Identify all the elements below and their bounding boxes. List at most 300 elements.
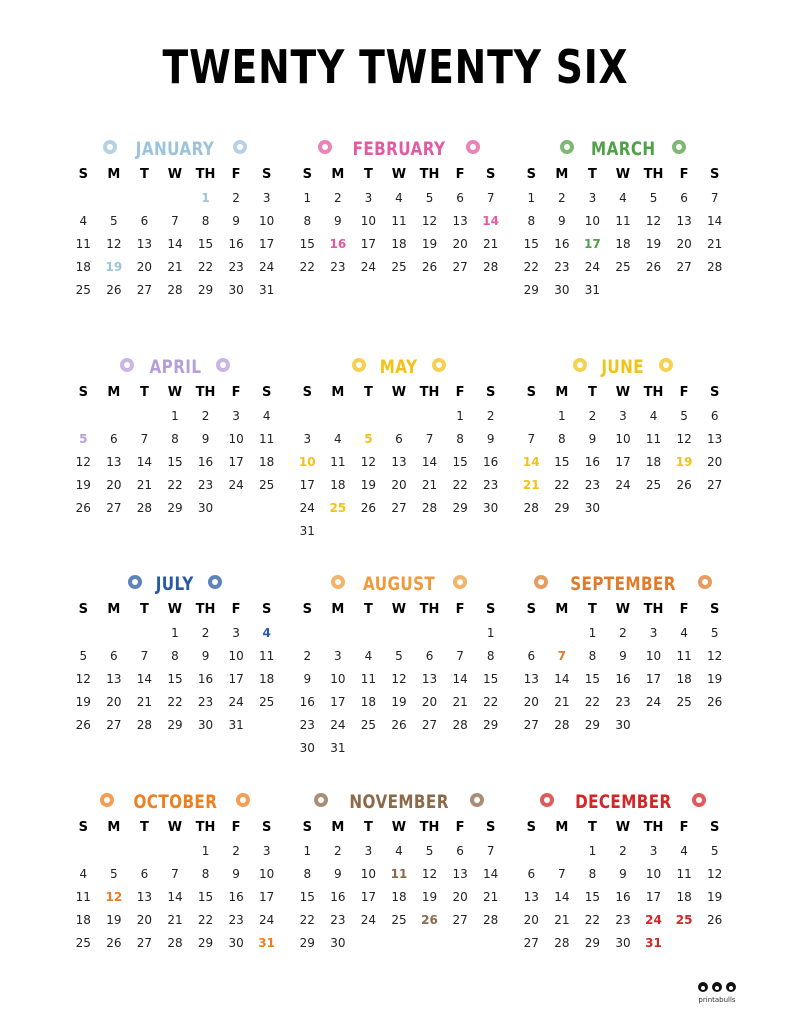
star-icon [125,572,145,596]
holiday-day-cell: 14 [522,454,540,469]
week-row [68,690,282,713]
day-cell: 1 [527,190,536,205]
week-row [516,667,730,690]
day-cell: 30 [197,500,214,515]
day-cell: 25 [259,694,275,709]
day-cell: 29 [554,500,570,515]
day-cell: 9 [201,648,210,663]
day-cell: 9 [232,866,240,881]
day-cell: 25 [676,694,692,709]
weekday-label: F [455,820,465,835]
day-cell: 11 [360,671,377,686]
popsicle-icon [328,572,348,596]
holiday-day-cell: 26 [421,912,438,927]
month-name: JULY [156,573,194,595]
day-cell: 5 [395,648,403,663]
week-row [292,690,506,713]
day-cell: 3 [619,408,627,423]
day-cell: 28 [167,282,183,297]
holiday-day-cell: 1 [201,190,210,205]
day-cell: 23 [228,912,244,927]
week-row [292,862,506,885]
day-cell: 30 [584,500,601,515]
day-cell: 17 [645,671,662,686]
weekday-label: F [231,602,241,617]
day-cell: 21 [554,694,570,709]
month-name: NOVEMBER [349,791,449,813]
sun-icon [570,355,590,379]
weekday-label: W [167,820,183,835]
weekday-row [292,598,506,621]
weekday-label: TH [195,820,216,835]
weekday-label: F [679,385,689,400]
day-cell: 17 [259,236,275,251]
day-cell: 15 [584,889,601,904]
week-row [68,885,282,908]
holiday-day-cell: 5 [364,431,373,446]
weekday-label: W [391,385,407,400]
weekday-label: TH [195,385,216,400]
day-cell: 11 [645,431,662,446]
day-cell: 12 [360,454,377,469]
weekday-label: T [139,385,149,400]
week-row [68,450,282,473]
weekday-label: W [391,602,407,617]
day-cell: 31 [584,282,601,297]
day-cell: 8 [486,648,495,663]
month-name: OCTOBER [133,791,217,813]
day-cell: 21 [483,236,499,251]
day-cell: 4 [619,190,627,205]
day-cell: 14 [167,236,183,251]
day-cell: 13 [523,889,539,904]
day-cell: 1 [171,408,179,423]
day-cell: 17 [228,454,244,469]
weekday-label: T [139,602,149,617]
month-april [68,353,282,543]
day-cell: 9 [232,213,240,228]
day-cell: 15 [523,236,539,251]
day-cell: 5 [425,843,434,858]
day-cell: 5 [110,213,118,228]
day-cell: 25 [75,282,91,297]
day-cell: 23 [483,477,499,492]
day-cell: 29 [483,717,499,732]
day-cell: 30 [228,282,244,297]
holiday-day-cell: 25 [329,500,347,515]
day-cell: 27 [136,935,153,950]
day-cell: 30 [228,935,244,950]
day-cell: 3 [364,190,373,205]
day-cell: 28 [136,500,153,515]
day-cell: 24 [360,259,377,274]
weekday-label: M [331,820,345,835]
day-cell: 7 [171,213,179,228]
day-cell: 16 [330,889,346,904]
week-row [292,209,506,232]
day-cell: 4 [79,866,88,881]
weekday-label: S [302,167,312,182]
day-cell: 21 [167,912,183,927]
day-cell: 1 [171,625,179,640]
weekday-label: W [615,820,631,835]
week-row [68,278,282,301]
week-row [292,232,506,255]
week-row [292,186,506,209]
day-cell: 31 [299,523,315,538]
star-icon [205,572,225,596]
day-cell: 24 [645,694,662,709]
week-row [292,736,506,759]
day-cell: 7 [140,648,149,663]
day-cell: 20 [452,236,468,251]
weekday-label: TH [419,602,440,617]
month-header [292,570,506,598]
day-cell: 4 [79,213,88,228]
weekday-label: TH [419,820,440,835]
leprechaun-icon [669,137,689,161]
day-cell: 27 [452,259,468,274]
day-cell: 30 [615,717,631,732]
holiday-day-cell: 12 [105,889,123,904]
day-cell: 15 [167,671,183,686]
weekday-row [516,816,730,839]
weekday-label: W [167,602,183,617]
day-cell: 13 [452,213,468,228]
day-cell: 27 [391,500,407,515]
holiday-day-cell: 7 [557,648,567,663]
day-cell: 20 [391,477,407,492]
day-cell: 7 [486,843,495,858]
weekday-label: TH [195,602,216,617]
day-cell: 18 [75,912,91,927]
day-cell: 27 [452,912,468,927]
day-cell: 13 [136,889,153,904]
day-cell: 26 [106,282,122,297]
month-header [68,788,282,816]
week-row [516,496,730,519]
month-header [292,135,506,163]
day-cell: 27 [421,717,438,732]
heart-bear-icon [463,137,483,161]
day-cell: 26 [707,912,723,927]
day-cell: 16 [615,889,631,904]
week-row [516,862,730,885]
day-cell: 14 [554,889,570,904]
week-row [68,255,282,278]
week-row [68,473,282,496]
weekday-label: S [78,167,88,182]
weekday-label: F [231,385,241,400]
day-cell: 16 [197,671,214,686]
day-cell: 17 [615,454,631,469]
weekday-label: S [709,385,720,400]
week-row [292,496,506,519]
day-cell: 17 [299,477,315,492]
day-cell: 13 [452,866,468,881]
week-row [292,519,506,542]
day-cell: 19 [707,671,723,686]
month-name: MAY [380,356,418,378]
week-row [68,862,282,885]
weekday-label: TH [195,167,216,182]
weekday-label: F [455,602,465,617]
day-cell: 22 [299,912,315,927]
weekday-row [292,163,506,186]
day-cell: 23 [584,477,601,492]
day-cell: 8 [527,213,536,228]
day-cell: 22 [197,259,214,274]
day-cell: 31 [330,740,346,755]
day-cell: 10 [360,866,377,881]
day-cell: 27 [106,717,122,732]
weekday-row [516,163,730,186]
day-cell: 19 [360,477,377,492]
weekday-label: W [391,820,407,835]
month-days-grid [292,163,506,278]
month-name: MARCH [590,138,656,160]
day-cell: 18 [676,671,692,686]
day-cell: 9 [201,431,210,446]
day-cell: 6 [527,648,536,663]
day-cell: 20 [707,454,723,469]
day-cell: 6 [395,431,403,446]
pumpkin-outline-icon [311,790,331,814]
day-cell: 4 [334,431,342,446]
day-cell: 29 [299,935,315,950]
weekday-label: TH [643,820,664,835]
day-cell: 4 [262,408,271,423]
day-cell: 21 [554,912,570,927]
holiday-day-cell: 21 [522,477,540,492]
month-header [516,353,730,381]
week-row [292,427,506,450]
weekday-label: M [331,602,345,617]
day-cell: 1 [201,843,210,858]
month-name: JUNE [601,356,645,378]
day-cell: 27 [106,500,122,515]
holiday-day-cell: 31 [645,935,662,950]
day-cell: 5 [680,408,688,423]
week-row [516,621,730,644]
weekday-row [516,381,730,404]
day-cell: 21 [167,259,183,274]
month-may [292,353,506,543]
day-cell: 2 [232,843,240,858]
sun-icon [656,355,676,379]
day-cell: 18 [259,671,275,686]
day-cell: 22 [483,694,499,709]
week-row [292,644,506,667]
day-cell: 28 [554,717,570,732]
month-header [68,135,282,163]
day-cell: 30 [615,935,631,950]
day-cell: 29 [197,935,214,950]
day-cell: 10 [645,866,662,881]
day-cell: 21 [136,694,153,709]
weekday-label: M [107,385,121,400]
weekday-label: M [107,820,121,835]
week-row [68,908,282,931]
weekday-label: M [107,602,121,617]
month-header [292,353,506,381]
month-days-grid [292,598,506,759]
month-header [292,788,506,816]
weekday-label: F [231,167,241,182]
snowflake-icon [100,137,120,161]
weekday-label: F [679,167,689,182]
day-cell: 28 [554,935,570,950]
weekday-label: F [455,385,465,400]
day-cell: 19 [645,236,662,251]
day-cell: 16 [554,236,570,251]
weekday-label: S [261,167,272,182]
day-cell: 9 [619,866,627,881]
day-cell: 16 [228,236,244,251]
day-cell: 14 [554,671,570,686]
day-cell: 3 [232,625,240,640]
weekday-row [68,163,282,186]
day-cell: 7 [527,431,536,446]
day-cell: 26 [645,259,662,274]
weekday-label: W [615,167,631,182]
butterfly-icon [429,355,449,379]
day-cell: 8 [303,213,312,228]
day-cell: 26 [391,717,407,732]
month-header [516,788,730,816]
day-cell: 24 [228,477,244,492]
day-cell: 12 [707,866,723,881]
day-cell: 5 [710,843,719,858]
weekday-label: M [331,167,345,182]
day-cell: 6 [140,866,149,881]
day-cell: 6 [680,190,688,205]
reindeer-icon [537,790,557,814]
day-cell: 13 [523,671,539,686]
day-cell: 2 [303,648,312,663]
day-cell: 13 [391,454,407,469]
day-cell: 12 [75,454,91,469]
day-cell: 26 [75,717,91,732]
day-cell: 8 [558,431,566,446]
day-cell: 8 [588,866,597,881]
day-cell: 28 [707,259,723,274]
weekday-label: S [709,167,720,182]
day-cell: 27 [523,935,539,950]
day-cell: 23 [554,259,570,274]
day-cell: 29 [584,717,601,732]
day-cell: 10 [645,648,662,663]
day-cell: 6 [110,431,118,446]
day-cell: 22 [452,477,468,492]
day-cell: 21 [707,236,723,251]
month-header [68,353,282,381]
day-cell: 8 [456,431,464,446]
week-row [516,278,730,301]
day-cell: 10 [228,431,244,446]
day-cell: 2 [232,190,240,205]
day-cell: 11 [259,431,275,446]
day-cell: 23 [615,694,631,709]
weekday-label: S [261,385,272,400]
day-cell: 30 [330,935,346,950]
day-cell: 17 [645,889,662,904]
week-row [68,496,282,519]
week-row [292,931,506,954]
day-cell: 11 [391,213,407,228]
day-cell: 25 [615,259,631,274]
day-cell: 29 [523,282,539,297]
week-row [516,713,730,736]
day-cell: 26 [421,259,438,274]
day-cell: 30 [197,717,214,732]
weekday-label: T [587,602,597,617]
day-cell: 5 [425,190,434,205]
week-row [516,690,730,713]
holiday-day-cell: 31 [258,935,275,950]
day-cell: 11 [75,236,91,251]
day-cell: 15 [452,454,468,469]
day-cell: 27 [707,477,723,492]
weekday-label: F [679,820,689,835]
day-cell: 22 [523,259,539,274]
month-march [516,135,730,325]
day-cell: 25 [391,912,407,927]
week-row [68,404,282,427]
weekday-label: T [139,167,149,182]
day-cell: 23 [615,912,631,927]
weekday-label: S [261,820,272,835]
printabulls-logo [694,980,740,1006]
day-cell: 10 [228,648,244,663]
day-cell: 11 [676,866,692,881]
day-cell: 27 [523,717,539,732]
day-cell: 10 [330,671,346,686]
weekday-label: T [139,820,149,835]
holiday-day-cell: 10 [298,454,316,469]
day-cell: 4 [364,648,373,663]
day-cell: 2 [334,190,342,205]
day-cell: 31 [228,717,244,732]
day-cell: 2 [486,408,495,423]
pumpkin-icon [233,790,253,814]
day-cell: 29 [167,717,183,732]
week-row [68,667,282,690]
month-november [292,788,506,978]
day-cell: 20 [136,912,153,927]
day-cell: 14 [483,866,499,881]
weekday-label: TH [419,167,440,182]
day-cell: 9 [619,648,627,663]
day-cell: 14 [707,213,723,228]
day-cell: 24 [259,912,275,927]
day-cell: 25 [645,477,662,492]
day-cell: 15 [299,236,315,251]
heart-bear-icon [315,137,335,161]
day-cell: 2 [558,190,566,205]
day-cell: 14 [452,671,468,686]
holiday-day-cell: 11 [390,866,408,881]
day-cell: 22 [584,694,601,709]
weekday-label: S [709,602,720,617]
weekday-label: T [363,602,373,617]
week-row [68,186,282,209]
month-days-grid [68,598,282,736]
holiday-day-cell: 25 [675,912,693,927]
weekday-label: S [302,820,312,835]
month-name: AUGUST [362,573,436,595]
day-cell: 20 [421,694,438,709]
